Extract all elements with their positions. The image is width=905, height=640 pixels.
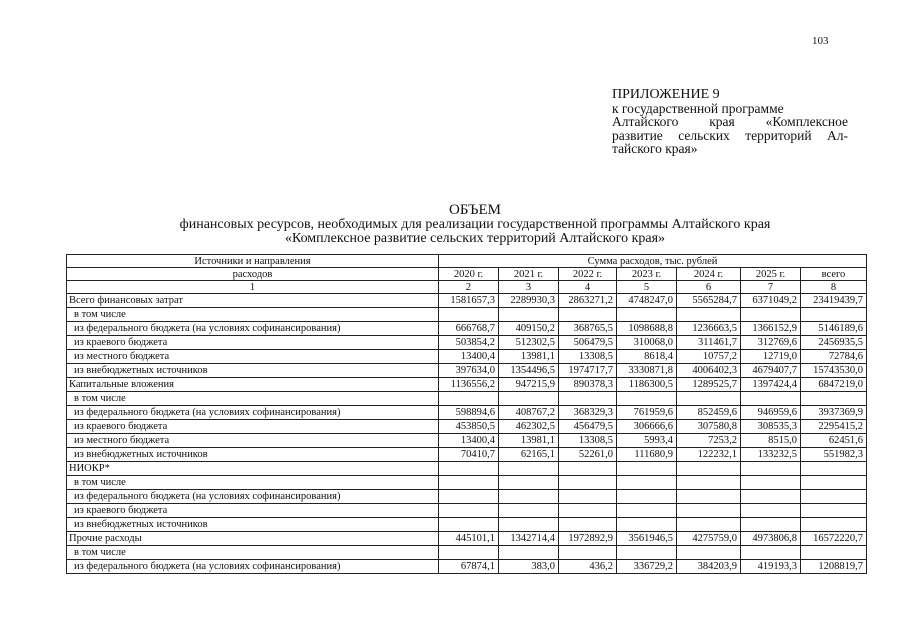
table-row [67,448,867,462]
value-cell: 666768,7 [439,322,499,336]
value-cell [801,546,867,560]
column-number: 3 [499,281,559,294]
table-row [67,294,867,308]
header-year: 2020 г. [439,268,499,281]
value-cell [677,504,741,518]
table-row [67,420,867,434]
value-cell: 436,2 [559,560,617,574]
value-cell [559,518,617,532]
table-row [67,490,867,504]
value-cell [559,476,617,490]
value-cell: 947215,9 [499,378,559,392]
value-cell: 4006402,3 [677,364,741,378]
value-cell: 1974717,7 [559,364,617,378]
appendix-heading: ПРИЛОЖЕНИЕ 9 [612,87,720,102]
value-cell: 1236663,5 [677,322,741,336]
value-cell: 13400,4 [439,350,499,364]
value-cell [801,392,867,406]
table-row [67,336,867,350]
title-line-1: ОБЪЕМ [449,202,501,218]
value-cell [439,392,499,406]
row-label: Капитальные вложения [67,378,439,392]
value-cell: 306666,6 [617,420,677,434]
title-line-3: «Комплексное развитие сельских территорий Алтайского края» [284,230,666,246]
value-cell [677,490,741,504]
value-cell [439,462,499,476]
value-cell [499,504,559,518]
value-cell [677,392,741,406]
value-cell [439,490,499,504]
value-cell: 4679407,7 [741,364,801,378]
value-cell: 384203,9 [677,560,741,574]
value-cell [677,476,741,490]
table-row [67,434,867,448]
value-cell: 946959,6 [741,406,801,420]
value-cell: 1208819,7 [801,560,867,574]
value-cell: 453850,5 [439,420,499,434]
row-label: из краевого бюджета [67,420,439,434]
table-row [67,532,867,546]
value-cell [741,462,801,476]
value-cell: 311461,7 [677,336,741,350]
value-cell: 308535,3 [741,420,801,434]
value-cell: 13981,1 [499,350,559,364]
value-cell: 506479,5 [559,336,617,350]
header-year: 2022 г. [559,268,617,281]
header-year: 2025 г. [741,268,801,281]
row-label: в том числе [67,392,439,406]
value-cell: 419193,3 [741,560,801,574]
value-cell [677,518,741,532]
value-cell [559,308,617,322]
value-cell [741,546,801,560]
value-cell: 761959,6 [617,406,677,420]
table-row [67,308,867,322]
value-cell [741,476,801,490]
row-label: из федерального бюджета (на условиях софинансирования) [67,406,439,420]
value-cell: 16572220,7 [801,532,867,546]
appendix-block [612,88,848,156]
value-cell [617,546,677,560]
value-cell [499,462,559,476]
header-year: 2024 г. [677,268,741,281]
value-cell: 1972892,9 [559,532,617,546]
value-cell [439,476,499,490]
value-cell: 1354496,5 [499,364,559,378]
value-cell: 133232,5 [741,448,801,462]
column-number: 1 [67,281,439,294]
value-cell [741,490,801,504]
row-label: Всего финансовых затрат [67,294,439,308]
value-cell: 2289930,3 [499,294,559,308]
table-row [67,560,867,574]
value-cell: 503854,2 [439,336,499,350]
appendix-line-3: развитие сельских территорий Ал- [612,127,848,143]
row-label: из федерального бюджета (на условиях софинансирования) [67,322,439,336]
value-cell: 13308,5 [559,350,617,364]
value-cell: 368329,3 [559,406,617,420]
value-cell: 8618,4 [617,350,677,364]
value-cell: 551982,3 [801,448,867,462]
value-cell [617,476,677,490]
value-cell: 4973806,8 [741,532,801,546]
row-label: из федерального бюджета (на условиях софинансирования) [67,560,439,574]
value-cell [559,546,617,560]
header-sum-caption: Сумма расходов, тыс. рублей [439,255,867,268]
value-cell [677,308,741,322]
value-cell: 70410,7 [439,448,499,462]
financing-table [66,254,867,574]
row-label: из федерального бюджета (на условиях софинансирования) [67,490,439,504]
column-number: 7 [741,281,801,294]
value-cell: 10757,2 [677,350,741,364]
value-cell [677,462,741,476]
value-cell: 3561946,5 [617,532,677,546]
value-cell: 4275759,0 [677,532,741,546]
column-number: 6 [677,281,741,294]
value-cell [677,546,741,560]
value-cell: 13400,4 [439,434,499,448]
value-cell: 512302,5 [499,336,559,350]
value-cell [801,476,867,490]
row-label: в том числе [67,476,439,490]
value-cell: 336729,2 [617,560,677,574]
document-title [60,203,890,245]
header-sources-line2: расходов [67,268,439,281]
table-row [67,546,867,560]
row-label: в том числе [67,308,439,322]
value-cell [741,308,801,322]
value-cell [741,518,801,532]
value-cell [617,490,677,504]
column-number: 8 [801,281,867,294]
value-cell: 1581657,3 [439,294,499,308]
value-cell [617,504,677,518]
value-cell: 67874,1 [439,560,499,574]
column-number: 2 [439,281,499,294]
value-cell: 445101,1 [439,532,499,546]
table-header [67,255,867,294]
value-cell [617,308,677,322]
value-cell [439,546,499,560]
value-cell: 62451,6 [801,434,867,448]
value-cell [617,518,677,532]
value-cell: 72784,6 [801,350,867,364]
value-cell: 852459,6 [677,406,741,420]
value-cell: 111680,9 [617,448,677,462]
row-label: НИОКР* [67,462,439,476]
row-label: из краевого бюджета [67,336,439,350]
table-row [67,364,867,378]
value-cell [559,490,617,504]
header-total: всего [801,268,867,281]
value-cell: 307580,8 [677,420,741,434]
value-cell: 4748247,0 [617,294,677,308]
value-cell [439,308,499,322]
header-year: 2023 г. [617,268,677,281]
value-cell [617,392,677,406]
value-cell: 15743530,0 [801,364,867,378]
value-cell: 2863271,2 [559,294,617,308]
table-row [67,462,867,476]
value-cell: 7253,2 [677,434,741,448]
column-number: 4 [559,281,617,294]
row-label: из внебюджетных источников [67,448,439,462]
value-cell [559,462,617,476]
value-cell: 52261,0 [559,448,617,462]
value-cell: 5146189,6 [801,322,867,336]
table-row [67,518,867,532]
value-cell [499,518,559,532]
value-cell: 23419439,7 [801,294,867,308]
row-label: из внебюджетных источников [67,364,439,378]
header-sources: Источники и направления [67,255,439,268]
value-cell: 6371049,2 [741,294,801,308]
value-cell [499,476,559,490]
value-cell: 408767,2 [499,406,559,420]
table-row [67,322,867,336]
value-cell: 13308,5 [559,434,617,448]
value-cell: 598894,6 [439,406,499,420]
value-cell: 62165,1 [499,448,559,462]
value-cell: 1186300,5 [617,378,677,392]
row-label: из внебюджетных источников [67,518,439,532]
value-cell [439,518,499,532]
table-row [67,504,867,518]
value-cell [801,490,867,504]
value-cell: 312769,6 [741,336,801,350]
value-cell: 1098688,8 [617,322,677,336]
value-cell [801,504,867,518]
value-cell [499,546,559,560]
value-cell: 2456935,5 [801,336,867,350]
value-cell: 5993,4 [617,434,677,448]
appendix-line-4: тайского края» [612,141,698,156]
value-cell: 1397424,4 [741,378,801,392]
value-cell: 409150,2 [499,322,559,336]
table-row [67,406,867,420]
value-cell: 1366152,9 [741,322,801,336]
value-cell [617,462,677,476]
table-row [67,392,867,406]
value-cell [801,462,867,476]
value-cell: 383,0 [499,560,559,574]
row-label: из местного бюджета [67,434,439,448]
value-cell: 456479,5 [559,420,617,434]
value-cell: 1289525,7 [677,378,741,392]
value-cell: 6847219,0 [801,378,867,392]
value-cell: 397634,0 [439,364,499,378]
value-cell: 3330871,8 [617,364,677,378]
value-cell [741,504,801,518]
value-cell: 1136556,2 [439,378,499,392]
value-cell [801,308,867,322]
appendix-line-2: Алтайского края «Комплексное [612,114,848,129]
value-cell: 1342714,4 [499,532,559,546]
column-number: 5 [617,281,677,294]
value-cell [741,392,801,406]
value-cell [499,308,559,322]
value-cell: 13981,1 [499,434,559,448]
value-cell: 890378,3 [559,378,617,392]
page-number: 103 [812,35,829,47]
appendix-line-1: к государственной программе [612,100,784,116]
value-cell: 462302,5 [499,420,559,434]
header-year: 2021 г. [499,268,559,281]
value-cell: 122232,1 [677,448,741,462]
value-cell: 310068,0 [617,336,677,350]
value-cell: 368765,5 [559,322,617,336]
value-cell [559,392,617,406]
title-line-2: финансовых ресурсов, необходимых для реализации государственной программы Алтайского края [179,217,771,232]
value-cell [499,392,559,406]
row-label: из местного бюджета [67,350,439,364]
value-cell: 3937369,9 [801,406,867,420]
table-row [67,476,867,490]
value-cell [801,518,867,532]
table-body [67,294,867,574]
value-cell [439,504,499,518]
table-row [67,350,867,364]
value-cell: 12719,0 [741,350,801,364]
row-label: в том числе [67,546,439,560]
row-label: из краевого бюджета [67,504,439,518]
value-cell: 5565284,7 [677,294,741,308]
value-cell [559,504,617,518]
table-row [67,378,867,392]
value-cell [499,490,559,504]
row-label: Прочие расходы [67,532,439,546]
value-cell: 2295415,2 [801,420,867,434]
value-cell: 8515,0 [741,434,801,448]
